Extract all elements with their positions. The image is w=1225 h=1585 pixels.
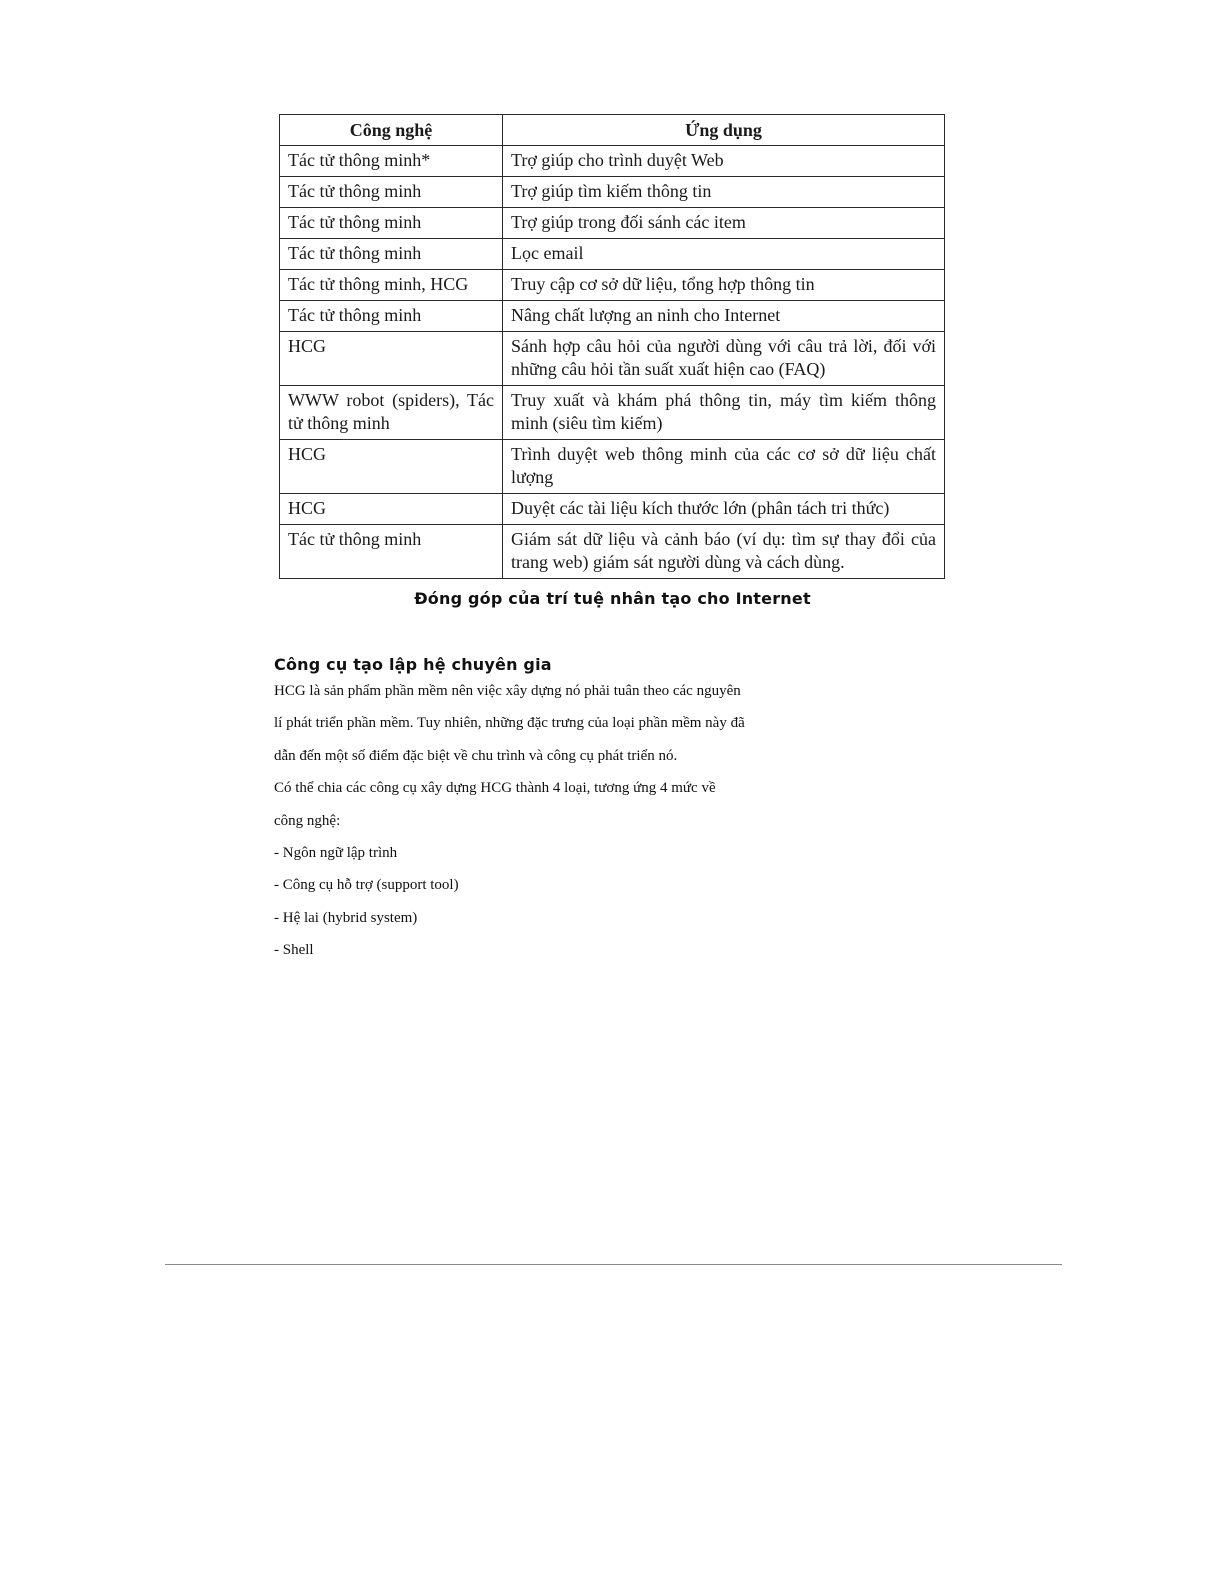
paragraph-line: lí phát triển phần mềm. Tuy nhiên, những đặc trưng của loại phần mềm này đã xyxy=(274,715,745,732)
technology-cell: Tác tử thông minh, HCG xyxy=(280,270,503,301)
paragraph-line: HCG là sản phẩm phần mềm nên việc xây dựng nó phải tuân theo các nguyên xyxy=(274,683,741,699)
table-row xyxy=(280,440,945,494)
table-row xyxy=(280,386,945,440)
technology-cell: Tác tử thông minh xyxy=(280,301,503,332)
technology-cell: WWW robot (spiders), Tác tử thông minh xyxy=(280,386,503,440)
technology-cell: HCG xyxy=(280,332,503,386)
application-cell: Duyệt các tài liệu kích thước lớn (phân tách tri thức) xyxy=(503,494,945,525)
application-cell: Trợ giúp cho trình duyệt Web xyxy=(503,146,945,177)
technology-cell: HCG xyxy=(280,440,503,494)
table-caption: Đóng góp của trí tuệ nhân tạo cho Internet xyxy=(414,589,811,608)
list-item: - Ngôn ngữ lập trình xyxy=(274,844,398,861)
table-row xyxy=(280,270,945,301)
application-cell: Sánh hợp câu hỏi của người dùng với câu trả lời, đối với những câu hỏi tần suất xuất hiện cao (FAQ) xyxy=(503,332,945,386)
application-cell: Giám sát dữ liệu và cảnh báo (ví dụ: tìm sự thay đổi của trang web) giám sát người dùng và cách dùng. xyxy=(503,525,945,579)
list-item: - Công cụ hỗ trợ (support tool) xyxy=(274,877,459,894)
table-row xyxy=(280,301,945,332)
application-cell: Truy xuất và khám phá thông tin, máy tìm kiếm thông minh (siêu tìm kiếm) xyxy=(503,386,945,440)
list-item: - Hệ lai (hybrid system) xyxy=(274,909,418,926)
technology-cell: Tác tử thông minh xyxy=(280,525,503,579)
list-item: - Shell xyxy=(274,942,314,959)
technology-cell: Tác tử thông minh xyxy=(280,177,503,208)
technology-cell: Tác tử thông minh* xyxy=(280,146,503,177)
column-header-application: Ứng dụng xyxy=(503,115,945,146)
technology-cell: Tác tử thông minh xyxy=(280,239,503,270)
technology-application-table xyxy=(279,114,945,579)
application-cell: Trợ giúp tìm kiếm thông tin xyxy=(503,177,945,208)
application-cell: Lọc email xyxy=(503,239,945,270)
table-row xyxy=(280,332,945,386)
footer-divider xyxy=(165,1264,1062,1265)
column-header-technology: Công nghệ xyxy=(280,115,503,146)
table-row xyxy=(280,239,945,270)
table-row xyxy=(280,525,945,579)
table-row xyxy=(280,494,945,525)
application-cell: Truy cập cơ sở dữ liệu, tổng hợp thông tin xyxy=(503,270,945,301)
technology-cell: HCG xyxy=(280,494,503,525)
paragraph-line: Có thể chia các công cụ xây dựng HCG thành 4 loại, tương ứng 4 mức về xyxy=(274,780,716,797)
table-header-row xyxy=(280,115,945,146)
application-cell: Trợ giúp trong đối sánh các item xyxy=(503,208,945,239)
application-cell: Trình duyệt web thông minh của các cơ sở dữ liệu chất lượng xyxy=(503,440,945,494)
paragraph-line: công nghệ: xyxy=(274,812,341,829)
technology-cell: Tác tử thông minh xyxy=(280,208,503,239)
section-body xyxy=(274,682,834,974)
table-row xyxy=(280,177,945,208)
table-row xyxy=(280,208,945,239)
section-heading: Công cụ tạo lập hệ chuyên gia xyxy=(274,655,552,674)
paragraph-line: dẫn đến một số điểm đặc biệt về chu trình và công cụ phát triển nó. xyxy=(274,747,678,764)
table-row xyxy=(280,146,945,177)
application-cell: Nâng chất lượng an ninh cho Internet xyxy=(503,301,945,332)
